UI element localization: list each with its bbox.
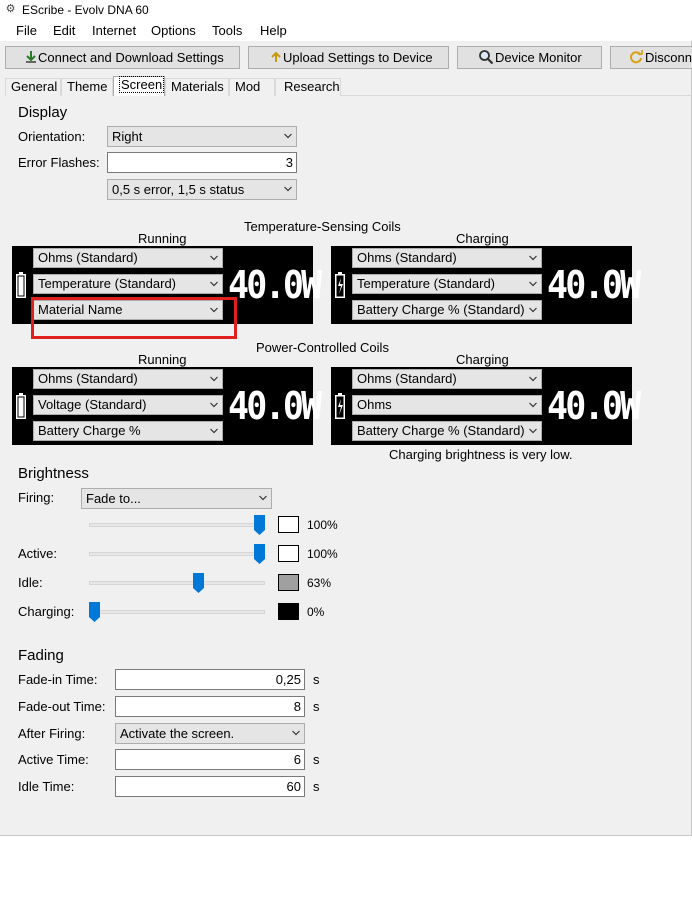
chevron-down-icon: [210, 281, 218, 287]
battery-icon: [16, 272, 26, 298]
firing-label: Firing:: [18, 490, 55, 505]
error-timing-select[interactable]: [107, 179, 297, 200]
refresh-icon: [629, 50, 643, 64]
chevron-down-icon: [529, 307, 537, 313]
brightness-heading: Brightness: [18, 465, 89, 482]
fade-out-input[interactable]: 8: [115, 696, 305, 717]
tab-mod[interactable]: Mod: [229, 78, 275, 96]
temp-charging-label: Charging: [456, 231, 509, 246]
idle-label: Idle:: [18, 575, 43, 590]
chevron-down-icon: [284, 186, 292, 192]
firing-color-swatch: [278, 516, 299, 533]
temp-running-label: Running: [138, 231, 187, 246]
tab-screen[interactable]: Screen: [113, 76, 165, 96]
menu-help[interactable]: Help: [260, 23, 287, 38]
slider-thumb[interactable]: [254, 515, 265, 535]
charging-brightness-warning: Charging brightness is very low.: [389, 447, 573, 462]
window-title: EScribe - Evolv DNA 60: [22, 3, 149, 17]
temp-coils-heading: Temperature-Sensing Coils: [244, 219, 401, 234]
power-coils-heading: Power-Controlled Coils: [256, 340, 389, 355]
chevron-down-icon: [529, 281, 537, 287]
temp-charging-line3-select[interactable]: Battery Charge % (Standard): [352, 300, 542, 320]
power-charging-line2-select[interactable]: Ohms: [352, 395, 542, 415]
chevron-down-icon: [210, 428, 218, 434]
menu-edit[interactable]: Edit: [53, 23, 76, 38]
upload-icon: [269, 50, 283, 64]
temp-running-line1-select[interactable]: Ohms (Standard): [33, 248, 223, 268]
error-flashes-label: Error Flashes:: [18, 155, 100, 170]
charging-color-swatch: [278, 603, 299, 620]
firing-value: Fade to...: [86, 491, 141, 506]
power-charging-screen: [331, 367, 639, 445]
idle-brightness-slider[interactable]: [89, 573, 265, 593]
slider-track: [89, 523, 265, 527]
charging-brightness-slider[interactable]: [89, 602, 265, 622]
annotation-highlight-box: [31, 297, 237, 339]
download-icon: [24, 50, 38, 64]
slider-track: [89, 581, 265, 585]
firing-select[interactable]: [81, 488, 272, 509]
chevron-down-icon: [292, 730, 300, 736]
after-firing-label: After Firing:: [18, 726, 86, 741]
chevron-down-icon: [529, 376, 537, 382]
temp-charging-watts: 40.0W: [547, 263, 639, 307]
upload-settings-button[interactable]: [248, 46, 449, 69]
active-time-unit: s: [313, 752, 320, 767]
firing-brightness-slider[interactable]: [89, 515, 265, 535]
active-percent: 100%: [307, 547, 338, 561]
tab-materials[interactable]: Materials: [165, 78, 229, 96]
idle-color-swatch: [278, 574, 299, 591]
power-running-label: Running: [138, 352, 187, 367]
power-charging-label: Charging: [456, 352, 509, 367]
power-charging-line1-select[interactable]: Ohms (Standard): [352, 369, 542, 389]
active-time-input[interactable]: 6: [115, 749, 305, 770]
after-firing-value: Activate the screen.: [120, 726, 235, 741]
magnifier-icon: [478, 49, 494, 65]
temp-running-line2-select[interactable]: Temperature (Standard): [33, 274, 223, 294]
slider-thumb[interactable]: [193, 573, 204, 593]
active-color-swatch: [278, 545, 299, 562]
fade-out-label: Fade-out Time:: [18, 699, 106, 714]
firing-percent: 100%: [307, 518, 338, 532]
charging-percent: 0%: [307, 605, 325, 619]
idle-time-input[interactable]: 60: [115, 776, 305, 797]
charging-battery-icon: [335, 393, 345, 419]
tab-research[interactable]: Research: [275, 78, 341, 96]
gear-logo-icon: ⚙: [5, 3, 16, 15]
chevron-down-icon: [210, 376, 218, 382]
fade-out-unit: s: [313, 699, 320, 714]
chevron-down-icon: [529, 255, 537, 261]
chevron-down-icon: [529, 402, 537, 408]
menu-tools[interactable]: Tools: [212, 23, 243, 38]
device-monitor-button[interactable]: [457, 46, 602, 69]
power-charging-line3-select[interactable]: Battery Charge % (Standard): [352, 421, 542, 441]
chevron-down-icon: [210, 402, 218, 408]
menu-bar: [0, 20, 692, 41]
orientation-label: Orientation:: [18, 129, 86, 144]
device-monitor-label: Device Monitor: [495, 50, 582, 65]
idle-percent: 63%: [307, 576, 332, 590]
fading-heading: Fading: [18, 647, 64, 664]
power-running-line2-select[interactable]: Voltage (Standard): [33, 395, 223, 415]
power-running-line1-select[interactable]: Ohms (Standard): [33, 369, 223, 389]
slider-track: [89, 552, 265, 556]
temp-charging-line2-select[interactable]: Temperature (Standard): [352, 274, 542, 294]
menu-file[interactable]: File: [16, 23, 37, 38]
power-running-line3-select[interactable]: Battery Charge %: [33, 421, 223, 441]
disconnect-label: Disconn: [645, 50, 692, 65]
power-running-screen: [12, 367, 320, 445]
orientation-value: Right: [112, 129, 143, 144]
after-firing-select[interactable]: [115, 723, 305, 744]
idle-time-unit: s: [313, 779, 320, 794]
connect-download-label: Connect and Download Settings: [38, 50, 224, 65]
menu-internet[interactable]: Internet: [92, 23, 137, 38]
power-running-watts: 40.0W: [228, 384, 320, 428]
fade-in-label: Fade-in Time:: [18, 672, 98, 687]
disconnect-button[interactable]: [610, 46, 692, 69]
idle-time-label: Idle Time:: [18, 779, 75, 794]
chevron-down-icon: [259, 495, 267, 501]
temp-running-watts: 40.0W: [228, 263, 320, 307]
display-heading: Display: [18, 104, 68, 121]
temp-charging-line1-select[interactable]: Ohms (Standard): [352, 248, 542, 268]
error-timing-value: 0,5 s error, 1,5 s status: [112, 182, 245, 197]
battery-icon: [16, 393, 26, 419]
slider-thumb[interactable]: [89, 602, 100, 622]
tab-theme[interactable]: Theme: [61, 78, 113, 96]
chevron-down-icon: [284, 133, 292, 139]
active-brightness-slider[interactable]: [89, 544, 265, 564]
error-flashes-input[interactable]: 3: [107, 152, 297, 173]
power-charging-watts: 40.0W: [547, 384, 639, 428]
chevron-down-icon: [529, 428, 537, 434]
active-time-label: Active Time:: [18, 752, 89, 767]
orientation-select[interactable]: [107, 126, 297, 147]
active-label: Active:: [18, 546, 58, 561]
connect-download-button[interactable]: [5, 46, 240, 69]
charging-label: Charging:: [18, 604, 75, 619]
chevron-down-icon: [210, 255, 218, 261]
temp-running-line3-select[interactable]: Material Name: [33, 300, 223, 320]
slider-thumb[interactable]: [254, 544, 265, 564]
fade-in-input[interactable]: 0,25: [115, 669, 305, 690]
upload-settings-label: Upload Settings to Device: [283, 50, 433, 65]
tab-general[interactable]: General: [5, 78, 61, 96]
temp-charging-screen: [331, 246, 639, 324]
menu-options[interactable]: Options: [151, 23, 196, 38]
charging-battery-icon: [335, 272, 345, 298]
fade-in-unit: s: [313, 672, 320, 687]
title-bar: [0, 0, 692, 20]
slider-track: [89, 610, 265, 614]
